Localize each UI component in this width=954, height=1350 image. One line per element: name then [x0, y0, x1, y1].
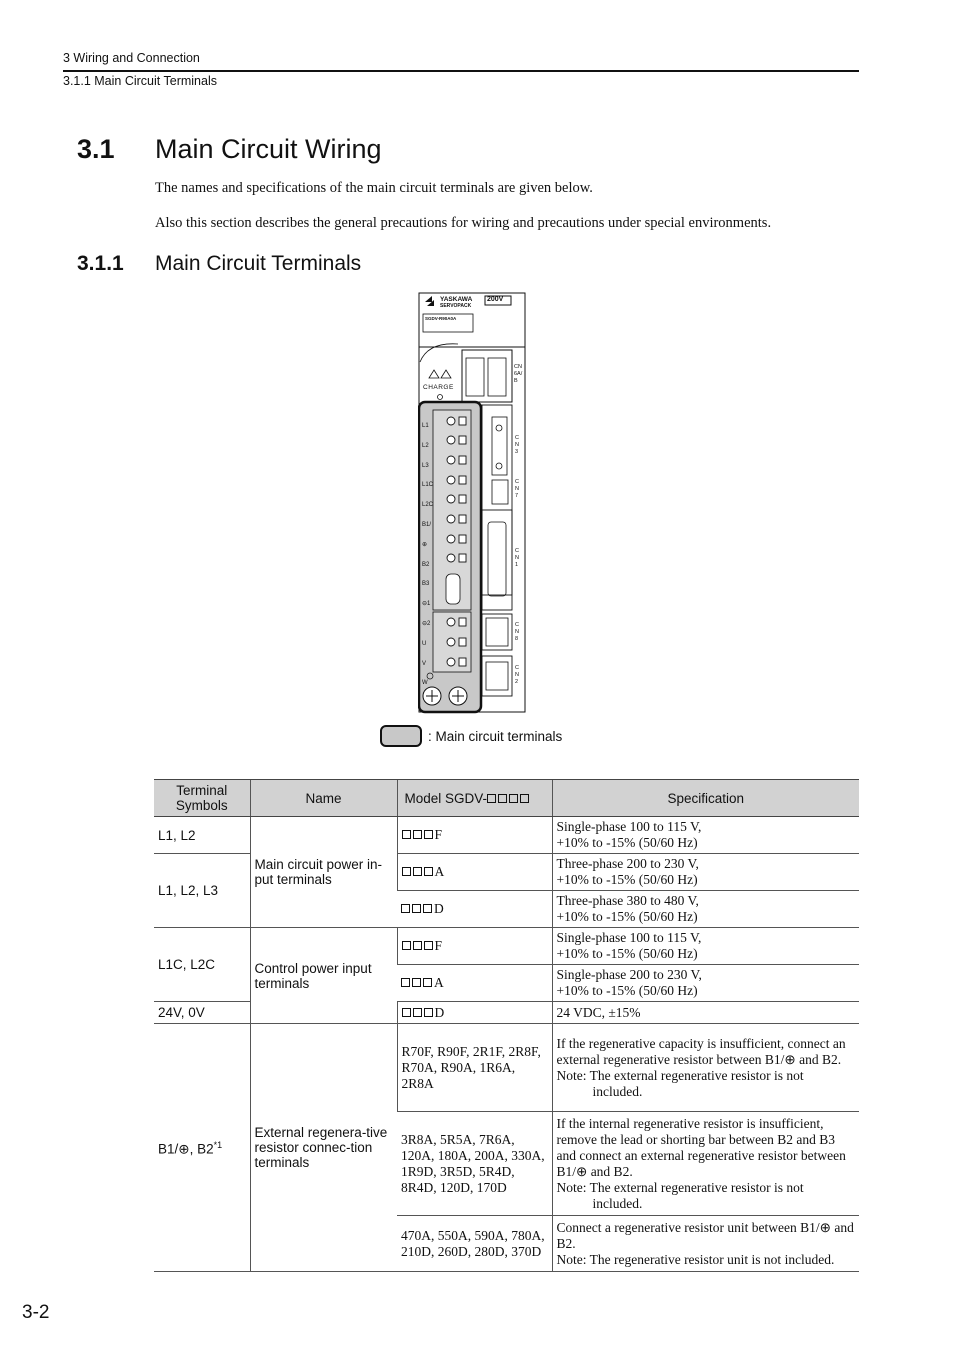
- figure-brand-sub: SERVOPACK: [440, 303, 472, 309]
- spec-text: Connect a regenerative resistor unit between B1/⊕ and B2.: [556, 1219, 854, 1251]
- cell-name-control-power: Control power input terminals: [250, 928, 397, 1024]
- running-header-chapter: 3 Wiring and Connection: [63, 51, 200, 65]
- terminal-label: L2C: [422, 502, 434, 509]
- figure-terminal-labels: [422, 417, 434, 694]
- cell-symbol: [154, 1024, 250, 1272]
- cell-model: [397, 965, 552, 1002]
- figure-voltage: 200V: [487, 296, 504, 303]
- cell-spec: [552, 854, 859, 891]
- terminal-label: W: [422, 680, 428, 687]
- spec-note: Note: The regenerative resistor unit is not included.: [556, 1251, 835, 1267]
- model-suffix: D: [434, 1004, 445, 1020]
- intro-paragraph-2: Also this section describes the general precautions for wiring and precautions under special environments.: [155, 215, 772, 231]
- terminal-label: V: [422, 660, 427, 667]
- spec-note: Note: The external regenerative resistor is not included.: [556, 1067, 804, 1099]
- cell-spec: [552, 965, 859, 1002]
- header-rule: [63, 70, 859, 72]
- spec-line: Three-phase 200 to 230 V,: [556, 856, 699, 871]
- subsection-number: 3.1.1: [77, 252, 124, 275]
- cell-spec: [552, 1024, 859, 1112]
- table-header-row: [154, 780, 859, 817]
- connector-label-cn2: CN2: [515, 665, 519, 685]
- cell-model: [397, 817, 552, 854]
- header-specification: Specification: [552, 780, 859, 817]
- figure-model: SGDV-R90A0A: [425, 316, 457, 321]
- cell-symbol: L1, L2, L3: [154, 854, 250, 928]
- spec-line: +10% to -15% (50/60 Hz): [556, 872, 698, 887]
- cell-symbol: 24V, 0V: [154, 1002, 250, 1024]
- model-suffix: F: [434, 938, 443, 953]
- model-suffix: D: [434, 901, 444, 916]
- figure-charge-label: CHARGE: [423, 384, 454, 391]
- spec-line: +10% to -15% (50/60 Hz): [556, 909, 698, 924]
- header-terminal-symbols: Terminal Symbols: [154, 780, 250, 817]
- spec-note: Note: The external regenerative resistor is not included.: [556, 1179, 804, 1211]
- spec-line: Single-phase 200 to 230 V,: [556, 967, 702, 982]
- legend-swatch: [380, 725, 422, 747]
- cell-model: [397, 928, 552, 965]
- terminal-spec-table: [154, 779, 859, 1272]
- table-row: [154, 928, 859, 965]
- legend-label: : Main circuit terminals: [428, 729, 563, 744]
- table-row: [154, 1024, 859, 1112]
- terminal-label: B3: [422, 581, 430, 588]
- cell-symbol: L1C, L2C: [154, 928, 250, 1002]
- cell-spec: [552, 1112, 859, 1216]
- terminal-label: L3: [422, 462, 429, 469]
- cell-model: 470A, 550A, 590A, 780A, 210D, 260D, 280D, 370D: [397, 1216, 552, 1272]
- servopack-drawing: [418, 292, 526, 714]
- terminal-label: L2: [422, 442, 429, 449]
- cell-model: [397, 1002, 552, 1024]
- model-suffix: A: [434, 975, 444, 990]
- spec-line: +10% to -15% (50/60 Hz): [556, 946, 698, 961]
- subsection-title: Main Circuit Terminals: [155, 252, 362, 275]
- header-name: Name: [250, 780, 397, 817]
- section-title: Main Circuit Wiring: [155, 134, 382, 164]
- table-row: [154, 817, 859, 854]
- terminal-label: B1/⊕: [422, 521, 432, 548]
- connector-label-cn3: CN3: [515, 435, 519, 455]
- spec-line: Single-phase 100 to 115 V,: [556, 819, 702, 834]
- servopack-figure: [418, 292, 526, 714]
- footnote-ref: *1: [213, 1140, 223, 1151]
- cell-spec: [552, 817, 859, 854]
- terminal-label: L1: [422, 423, 429, 429]
- terminal-label: L1C: [422, 482, 434, 489]
- cell-spec: 24 VDC, ±15%: [552, 1002, 859, 1024]
- figure-brand: YASKAWA: [440, 296, 473, 303]
- intro-paragraph-1: The names and specifications of the main circuit terminals are given below.: [155, 180, 593, 196]
- terminal-label: B2: [422, 561, 430, 568]
- spec-text: If the internal regenerative resistor is insufficient, remove the lead or shorting bar between B2 and B3 and connect an external regenerative resistor between B1/⊕ and B2.: [556, 1115, 846, 1179]
- page-number: 3-2: [22, 1302, 50, 1323]
- terminal-label: ⊖1: [422, 601, 431, 608]
- terminal-label: U: [422, 640, 427, 647]
- spec-text: If the regenerative capacity is insufficient, connect an external regenerative resistor between B1/⊕ and B2.: [556, 1035, 846, 1067]
- connector-label-cn1: CN1: [515, 548, 519, 568]
- spec-line: +10% to -15% (50/60 Hz): [556, 835, 698, 850]
- terminal-label: ⊖2: [422, 620, 431, 627]
- connector-label-cn7: CN7: [515, 479, 519, 499]
- cell-spec: [552, 891, 859, 928]
- running-header-section: 3.1.1 Main Circuit Terminals: [63, 74, 217, 88]
- header-model: [397, 780, 552, 817]
- cell-model: [397, 854, 552, 891]
- cell-name-regen: External regenera-tive resistor connec-tion terminals: [250, 1024, 397, 1272]
- cell-name-main-power: Main circuit power in-put terminals: [250, 817, 397, 928]
- cell-model: R70F, R90F, 2R1F, 2R8F, R70A, R90A, 1R6A, 2R8A: [397, 1024, 552, 1112]
- section-number: 3.1: [77, 134, 115, 164]
- model-suffix: F: [434, 827, 443, 842]
- cell-spec: [552, 1216, 859, 1272]
- cell-model: 3R8A, 5R5A, 7R6A, 120A, 180A, 200A, 330A, 1R9D, 3R5D, 5R4D, 8R4D, 120D, 170D: [397, 1112, 552, 1216]
- spec-line: +10% to -15% (50/60 Hz): [556, 983, 698, 998]
- regen-symbol: B1/⊕, B2: [158, 1141, 214, 1157]
- header-model-prefix: Model SGDV-: [404, 790, 488, 806]
- spec-line: Single-phase 100 to 115 V,: [556, 930, 702, 945]
- connector-label-cn8: CN8: [515, 622, 519, 642]
- cell-model: [397, 891, 552, 928]
- cell-symbol: L1, L2: [154, 817, 250, 854]
- model-suffix: A: [434, 864, 445, 879]
- connector-label-cn6: CN6A/B: [514, 364, 523, 384]
- spec-line: Three-phase 380 to 480 V,: [556, 893, 699, 908]
- cell-spec: [552, 928, 859, 965]
